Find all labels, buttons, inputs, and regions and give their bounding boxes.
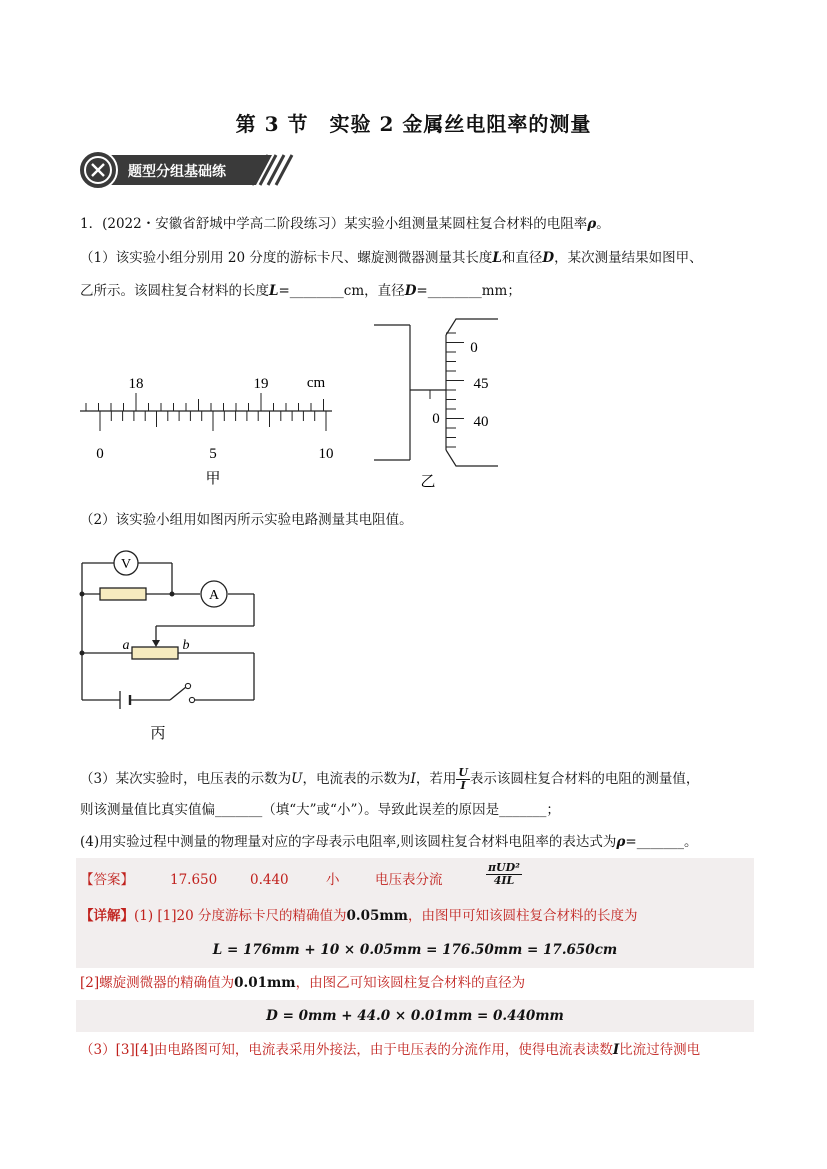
- banner-label: 题型分组基础练: [128, 164, 226, 180]
- figure-caption-yi: 乙: [420, 474, 436, 490]
- resistor-icon: [100, 588, 146, 600]
- figure-circuit: [76, 545, 266, 745]
- rheostat-icon: [132, 647, 178, 659]
- rheostat-label-a: a: [122, 638, 130, 653]
- figure-micrometer: [370, 315, 510, 490]
- answer-value-2: 0.440: [250, 872, 289, 888]
- answer-fraction: $\frac{\text{πUD²}}{4IL}$: [488, 861, 521, 887]
- thimble-label-40: 40: [473, 414, 489, 430]
- main-scale-unit: cm: [306, 375, 326, 391]
- slider-arrow-icon: [152, 640, 160, 647]
- rheostat-label-b: b: [182, 638, 190, 653]
- vernier-label-0: 0: [96, 446, 104, 462]
- voltmeter-label: V: [120, 557, 132, 572]
- main-scale-label-19: 19: [253, 376, 269, 392]
- vernier-label-10: 10: [318, 446, 334, 462]
- answer-value-3: 小: [326, 872, 340, 888]
- vernier-label-5: 5: [209, 446, 217, 462]
- question-part1-line2: 乙所示。该圆柱复合材料的长度L=________cm，直径D=________mm；: [80, 283, 521, 299]
- answer-value-4: 电压表分流: [375, 872, 443, 888]
- question-part3-line2: 则该测量值比真实值偏_______（填“大”或“小”）。导致此误差的原因是_______；: [80, 802, 560, 818]
- main-scale-label-18: 18: [128, 376, 144, 392]
- ammeter-label: A: [208, 588, 220, 603]
- question-part2: （2）该实验小组用如图丙所示实验电路测量其电阻值。: [80, 512, 413, 528]
- question-intro: 1．(2022・安徽省舒城中学高二阶段练习）某实验小组测量某圆柱复合材料的电阻率ρ。: [80, 216, 610, 232]
- equation-diameter: D = 0mm + 44.0 × 0.01mm = 0.440mm: [266, 1008, 564, 1024]
- page-title: 第 3 节 实验 2 金属丝电阻率的测量: [235, 112, 592, 136]
- question-part3-line1: （3）某次实验时，电压表的示数为U，电流表的示数为I，若用 $\frac{U}{I}$ 表示该圆柱复合材料的电阻的测量值，: [80, 766, 700, 792]
- figure-caption-jia: 甲: [205, 471, 221, 487]
- figure-caption-bing: 丙: [150, 726, 166, 742]
- sleeve-label-0: 0: [432, 411, 440, 427]
- detail-line3: （3）[3][4]由电路图可知，电流表采用外接法，由于电压表的分流作用，使得电流表读数I比流过待测电: [80, 1042, 701, 1058]
- switch-icon: [185, 683, 190, 688]
- answer-tag: 【答案】: [80, 872, 134, 888]
- question-part4: (4)用实验过程中测量的物理量对应的字母表示电阻率,则该圆柱复合材料电阻率的表达式为ρ=_______。: [80, 834, 698, 850]
- detail-line1: 【详解】(1) [1]20 分度游标卡尺的精确值为0.05mm，由图甲可知该圆柱复合材料的长度为: [80, 908, 638, 924]
- thimble-label-0: 0: [470, 340, 478, 356]
- detail-line2: [2]螺旋测微器的精确值为0.01mm，由图乙可知该圆柱复合材料的直径为: [80, 975, 526, 991]
- answer-value-1: 17.650: [170, 872, 218, 888]
- thimble-label-45: 45: [473, 376, 489, 392]
- section-banner: [76, 149, 296, 191]
- question-part1-line1: （1）该实验小组分别用 20 分度的游标卡尺、螺旋测微器测量其长度L和直径D，某次测量结果如图甲、: [80, 250, 703, 266]
- equation-length: L = 176mm + 10 × 0.05mm = 176.50mm = 17.650cm: [212, 942, 618, 958]
- fraction-u-over-i: $\frac{U}{I}$: [458, 766, 468, 792]
- banner-graphic: [76, 149, 296, 191]
- figure-vernier-caliper: [76, 365, 356, 490]
